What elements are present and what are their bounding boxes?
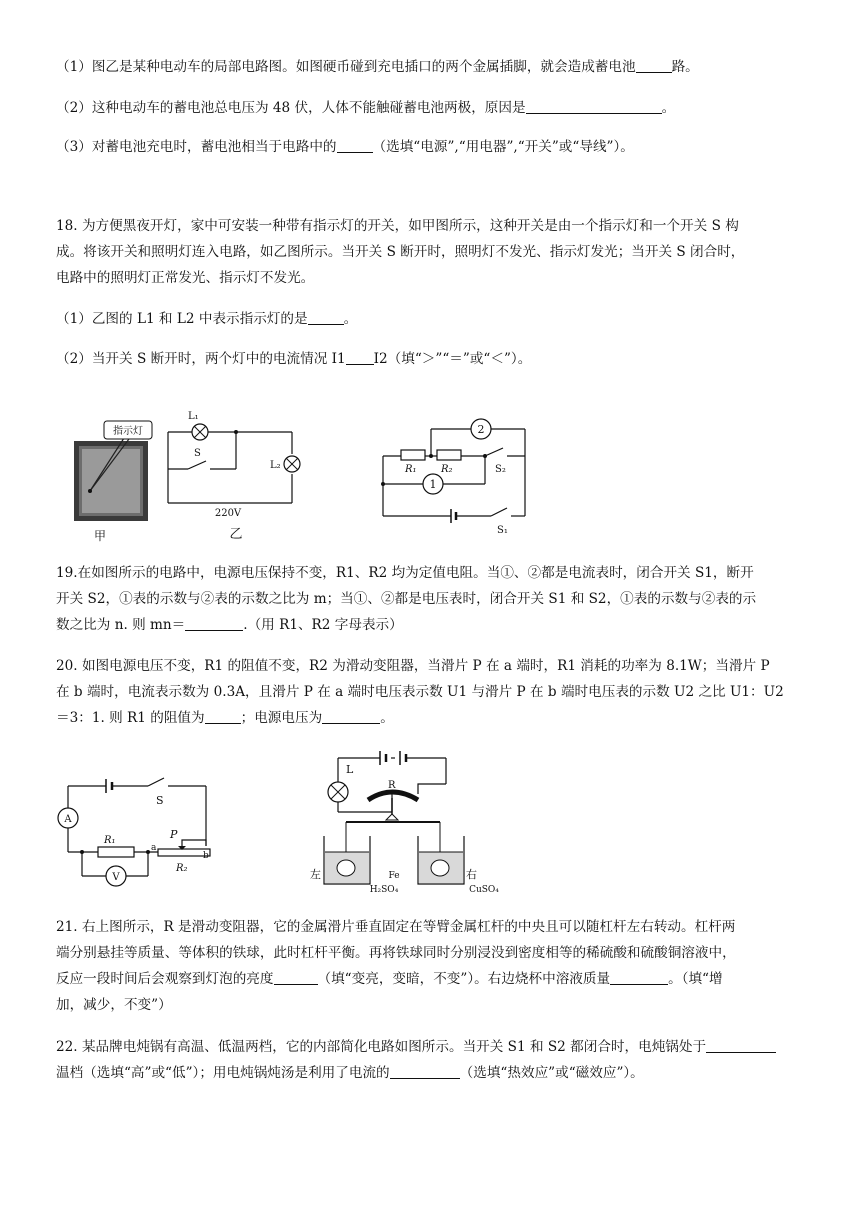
q18-sub1-text: （1）乙图的 L1 和 L2 中表示指示灯的是 [56, 311, 308, 327]
label-l: L [346, 763, 354, 776]
label-fe: Fe [388, 871, 400, 881]
switch-s2 [485, 448, 503, 456]
figure-indicator-switch-circuit [60, 405, 320, 550]
answer-blank[interactable] [706, 1038, 776, 1053]
q17-part2 [56, 98, 816, 118]
label-r: R [388, 780, 396, 791]
q20-line2: 在 b 端时，电流表示数为 0.3A，且滑片 P 在 a 端时电压表示数 U1 与滑片 P 在 b 端时电压表的示数 U2 之比 U1：U2 [56, 684, 784, 700]
label-a: a [151, 843, 157, 853]
figure-rheostat-circuit [48, 770, 228, 896]
figure-label-yi: 乙 [229, 527, 243, 542]
q17-part2-text: （2）这种电动车的蓄电池总电压为 48 伏，人体不能触碰蓄电池两极，原因是 [56, 100, 526, 116]
answer-blank[interactable] [205, 709, 241, 724]
label-s2: S₂ [495, 464, 506, 475]
label-p: P [170, 828, 178, 841]
resistor-r1 [401, 450, 425, 460]
answer-blank[interactable] [308, 310, 344, 325]
label-r2: R₂ [441, 464, 453, 475]
label-l1: L₁ [188, 411, 199, 422]
q20-line3-tail: 。 [380, 710, 394, 726]
label-220v: 220V [214, 508, 242, 519]
answer-blank[interactable] [390, 1064, 460, 1079]
q17-part1 [56, 57, 816, 77]
ammeter-label: A [64, 814, 72, 825]
q19-line3 [56, 615, 816, 635]
label-r1: R₁ [405, 464, 417, 475]
left-iron-ball [337, 860, 355, 876]
resistor-r2 [437, 450, 461, 460]
q20-line3-text: ＝3：1. 则 R1 的阻值为 [56, 710, 205, 726]
q21-line3 [56, 969, 816, 989]
right-iron-ball [431, 860, 449, 876]
q20-line3-mid: ；电源电压为 [240, 710, 323, 726]
answer-blank[interactable] [185, 616, 243, 631]
q18-sub1 [56, 309, 816, 329]
q17-part1-text: （1）图乙是某种电动车的局部电路图。如图硬币碰到充电插口的两个金属插脚，就会造成蓄电池 [56, 59, 636, 75]
answer-blank[interactable] [610, 970, 668, 985]
q17-part3-tail: （选填“电源”,“用电器”,“开关”或“导线”）。 [372, 139, 634, 155]
figure-label-jia: 甲 [93, 529, 107, 543]
q22-line1 [56, 1037, 816, 1057]
q17-part3-text: （3）对蓄电池充电时，蓄电池相当于电路中的 [56, 139, 337, 155]
q21-line4: 加，减少，不变”） [56, 997, 172, 1013]
q18-sub2 [56, 349, 816, 369]
label-r2: R₂ [176, 863, 188, 874]
figure-two-meter-circuit [375, 412, 540, 537]
q18-sub2-text: （2）当开关 S 断开时，两个灯中的电流情况 I1 [56, 351, 346, 367]
q18-line1: 18. 为方便黑夜开灯，家中可安装一种带有指示灯的开关，如甲图所示，这种开关是由一个指示灯和一个开关 S 构 [56, 218, 739, 234]
q21-line3-text: 反应一段时间后会观察到灯泡的亮度 [56, 971, 274, 987]
label-s1: S₁ [497, 525, 508, 536]
q21-line2: 端分别悬挂等质量、等体积的铁球，此时杠杆平衡。再将铁球同时分别浸没到密度相等的稀硫酸和硫酸铜溶液中， [56, 945, 736, 961]
label-l2: L₂ [270, 460, 281, 471]
meter-1-label: 1 [429, 478, 437, 491]
label-right: 右 [466, 868, 477, 881]
q19-line1: 19.在如图所示的电路中，电源电压保持不变，R1、R2 均为定值电阻。当①、②都是电流表时，闭合开关 S1，断开 [56, 565, 754, 581]
label-h2so4: H₂SO₄ [369, 885, 399, 895]
switch-s [148, 778, 164, 786]
switch-s1 [491, 508, 507, 516]
answer-blank[interactable] [346, 350, 374, 365]
q20-line1: 20. 如图电源电压不变，R1 的阻值不变，R2 为滑动变阻器，当滑片 P 在 a 端时，R1 消耗的功率为 8.1W；当滑片 P [56, 658, 770, 674]
q22-line2-text: 温档（选填“高”或“低”）；用电炖锅炖汤是利用了电流的 [56, 1065, 390, 1081]
indicator-label: 指示灯 [113, 426, 143, 437]
q17-part2-tail: 。 [661, 100, 676, 116]
label-s: S [194, 448, 201, 459]
label-b: b [203, 851, 209, 861]
q19-line3-text: 数之比为 n. 则 mn＝ [56, 617, 186, 633]
q19-line2: 开关 S2，①表的示数与②表的示数之比为 m；当①、②都是电压表时，闭合开关 S1 和 S2，①表的示数与②表的示 [56, 591, 757, 607]
switch-s [188, 461, 206, 469]
q17-part1-tail: 路。 [671, 59, 699, 75]
q17-part3 [56, 137, 816, 157]
q21-line3-tail: 。（填“增 [668, 971, 723, 987]
resistor-r1 [98, 847, 134, 857]
answer-blank[interactable] [337, 138, 373, 153]
answer-blank[interactable] [274, 970, 318, 985]
q18-line2: 成。将该开关和照明灯连入电路，如乙图所示。当开关 S 断开时，照明灯不发光、指示灯发光；当开关 S 闭合时， [56, 244, 745, 260]
answer-blank[interactable] [526, 99, 662, 114]
q18-line3: 电路中的照明灯正常发光、指示灯不发光。 [56, 270, 315, 286]
voltmeter-label: V [112, 872, 120, 883]
rheostat-r [368, 792, 418, 800]
q22-line1-text: 22. 某品牌电炖锅有高温、低温两档，它的内部简化电路如图所示。当开关 S1 和 S2 都闭合时，电炖锅处于 [56, 1039, 707, 1055]
label-left: 左 [310, 868, 321, 881]
q21-line1: 21. 右上图所示，R 是滑动变阻器，它的金属滑片垂直固定在等臂金属杠杆的中央且可以随杠杆左右转动。杠杆两 [56, 919, 736, 935]
meter-2-label: 2 [477, 423, 485, 436]
label-cuso4: CuSO₄ [469, 885, 499, 895]
label-s: S [156, 794, 164, 807]
answer-blank[interactable] [322, 709, 380, 724]
q22-line2 [56, 1063, 816, 1083]
q18-sub2-tail: I2（填“＞”“＝”或“＜”）。 [373, 351, 532, 367]
answer-blank[interactable] [636, 58, 672, 73]
figure-lever-beakers [306, 748, 516, 898]
q22-line2-tail: （选填“热效应”或“磁效应”）。 [459, 1065, 644, 1081]
q18-sub1-tail: 。 [343, 311, 358, 327]
q20-line3 [56, 708, 816, 728]
q21-line3-mid: （填“变亮，变暗，不变”）。右边烧杯中溶液质量 [317, 971, 611, 987]
label-r1: R₁ [104, 835, 116, 846]
q19-line3-tail: .（用 R1、R2 字母表示） [243, 617, 403, 633]
